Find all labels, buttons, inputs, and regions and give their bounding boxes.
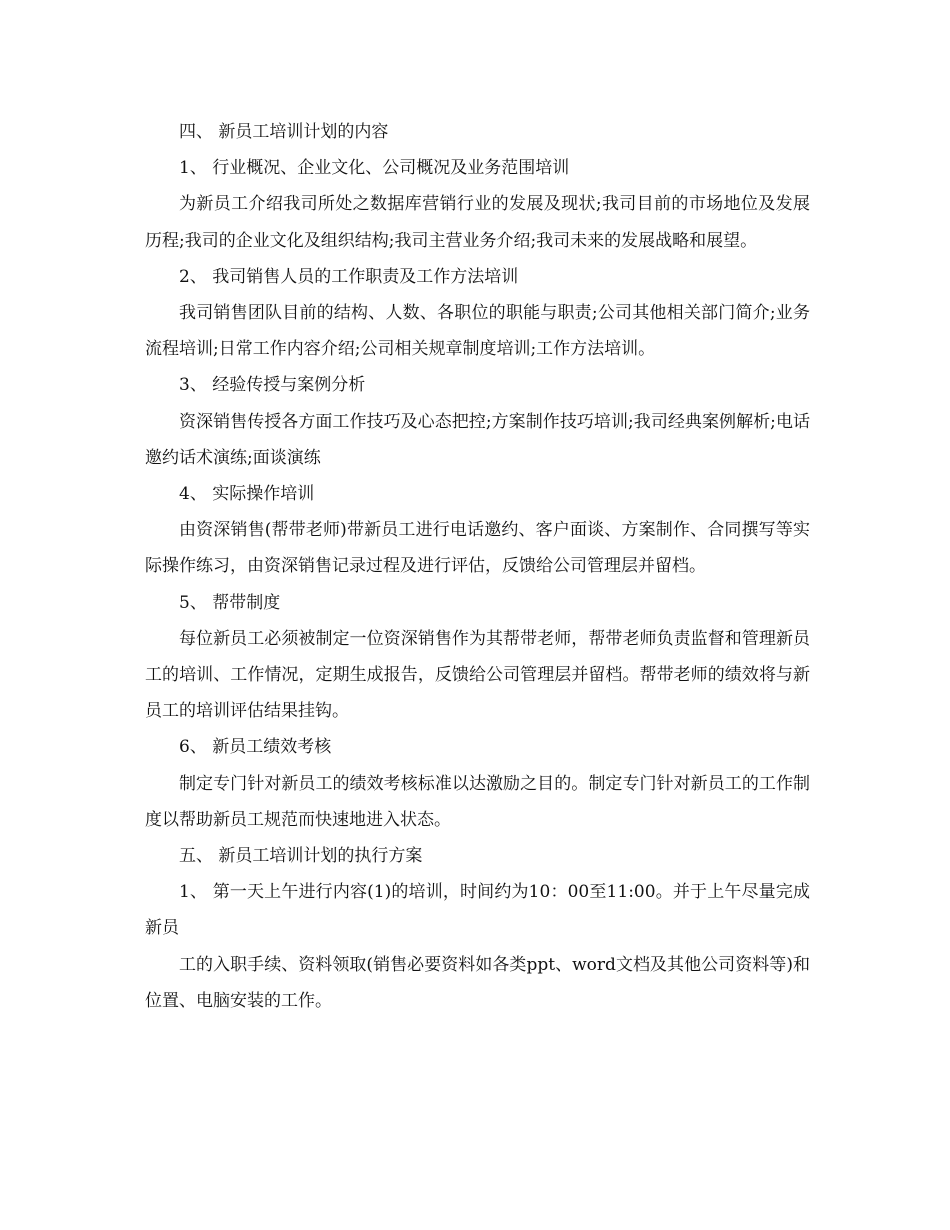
item-heading-3: 3、 经验传授与案例分析 (179, 375, 366, 396)
document-body (145, 114, 810, 1019)
section-heading-4: 四、 新员工培训计划的内容 (179, 122, 389, 142)
paragraph-practice: 由资深销售(帮带老师)带新员工进行电话邀约、客户面谈、方案制作、合同撰写等实际操作练习，由资深销售记录过程及进行评估，反馈给公司管理层并留档。 (145, 520, 810, 577)
paragraph-industry-overview: 为新员工介绍我司所处之数据库营销行业的发展及现状;我司目前的市场地位及发展历程;我司的企业文化及组织结构;我司主营业务介绍;我司未来的发展战略和展望。 (145, 194, 810, 251)
paragraph-day-one: 1、 第一天上午进行内容(1)的培训，时间约为10：00至11:00。并于上午尽量完成新员 (145, 882, 810, 939)
paragraph-performance: 制定专门针对新员工的绩效考核标准以达激励之目的。制定专门针对新员工的工作制度以帮助新员工规范而快速地进入状态。 (145, 773, 810, 830)
item-heading-6: 6、 新员工绩效考核 (179, 737, 332, 758)
paragraph-sales-duties: 我司销售团队目前的结构、人数、各职位的职能与职责;公司其他相关部门简介;业务流程培训;日常工作内容介绍;公司相关规章制度培训;工作方法培训。 (145, 303, 810, 360)
item-heading-4: 4、 实际操作培训 (179, 484, 315, 505)
item-heading-1: 1、 行业概况、企业文化、公司概况及业务范围培训 (179, 158, 570, 179)
item-heading-5: 5、 帮带制度 (179, 592, 281, 613)
paragraph-experience: 资深销售传授各方面工作技巧及心态把控;方案制作技巧培训;我司经典案例解析;电话邀约话术演练;面谈演练 (145, 411, 810, 468)
paragraph-mentor-system: 每位新员工必须被制定一位资深销售作为其帮带老师，帮带老师负责监督和管理新员工的培训、工作情况，定期生成报告，反馈给公司管理层并留档。帮带老师的绩效将与新员工的培训评估结果挂钩。 (145, 628, 810, 722)
paragraph-day-one-continued: 工的入职手续、资料领取(销售必要资料如各类ppt、word文档及其他公司资料等)和位置、电脑安装的工作。 (145, 954, 810, 1011)
section-heading-5: 五、 新员工培训计划的执行方案 (179, 846, 423, 867)
item-heading-2: 2、 我司销售人员的工作职责及工作方法培训 (179, 266, 519, 287)
